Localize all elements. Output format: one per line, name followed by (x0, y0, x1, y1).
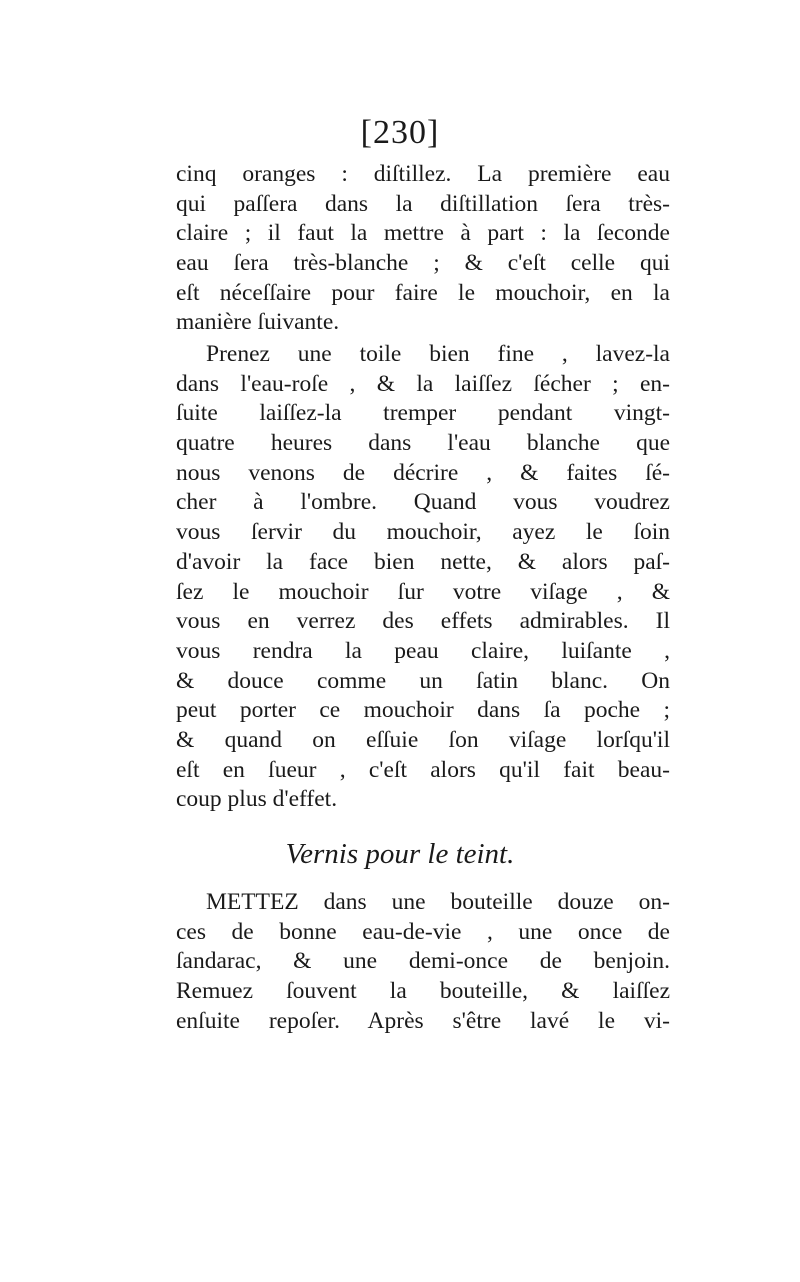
text-line: nous venons de décrire , & faites ſé- (176, 459, 670, 486)
text-line: Remuez ſouvent la bouteille, & laiſſez (176, 978, 670, 1005)
section-heading: Vernis pour le teint. (285, 838, 515, 870)
text-line: eſt en ſueur , c'eſt alors qu'il fait beau- (176, 756, 670, 783)
text-line: d'avoir la face bien nette, & alors paſ- (176, 548, 670, 575)
text-line: METTEZ dans une bouteille douze on- (206, 889, 670, 915)
text-line: Prenez une toile bien fine , lavez-la (206, 341, 670, 367)
text-line: vous rendra la peau claire, luiſante , (176, 637, 670, 664)
text-line: peut porter ce mouchoir dans ſa poche ; (176, 697, 670, 724)
text-line: dans l'eau-roſe , & la laiſſez ſécher ; en- (176, 370, 670, 397)
text-line: manière ſuivante. (176, 309, 340, 336)
text-line: ces de bonne eau-de-vie , une once de (176, 918, 670, 945)
text-line: claire ; il faut la mettre à part : la ſeconde (176, 220, 670, 247)
text-line: eſt néceſſaire pour faire le mouchoir, en la (176, 279, 670, 306)
text-line: cher à l'ombre. Quand vous voudrez (176, 489, 670, 516)
text-line: ſez le mouchoir ſur votre viſage , & (176, 578, 670, 605)
text-line: & douce comme un ſatin blanc. On (176, 667, 670, 694)
paragraph-2 (176, 340, 670, 815)
text-line: coup plus d'effet. (176, 786, 338, 813)
text-line: vous en verrez des effets admirables. Il (176, 608, 670, 635)
paragraph-1 (176, 160, 670, 338)
text-line: enſuite repoſer. Après s'être lavé le vi- (176, 1007, 670, 1034)
text-line: vous ſervir du mouchoir, ayez le ſoin (176, 519, 670, 546)
text-line: ſuite laiſſez-la tremper pendant vingt- (176, 400, 670, 427)
text-line: eau ſera très-blanche ; & c'eſt celle qui (176, 250, 670, 277)
text-line: & quand on eſſuie ſon viſage lorſqu'il (176, 726, 670, 753)
paragraph-3 (176, 888, 670, 1036)
page-number: [230] (360, 114, 440, 151)
text-line: qui paſſera dans la diſtillation ſera très- (176, 190, 670, 217)
text-line: cinq oranges : diſtillez. La première eau (176, 161, 670, 187)
text-line: ſandarac, & une demi-once de benjoin. (176, 948, 670, 975)
text-line: quatre heures dans l'eau blanche que (176, 430, 670, 457)
